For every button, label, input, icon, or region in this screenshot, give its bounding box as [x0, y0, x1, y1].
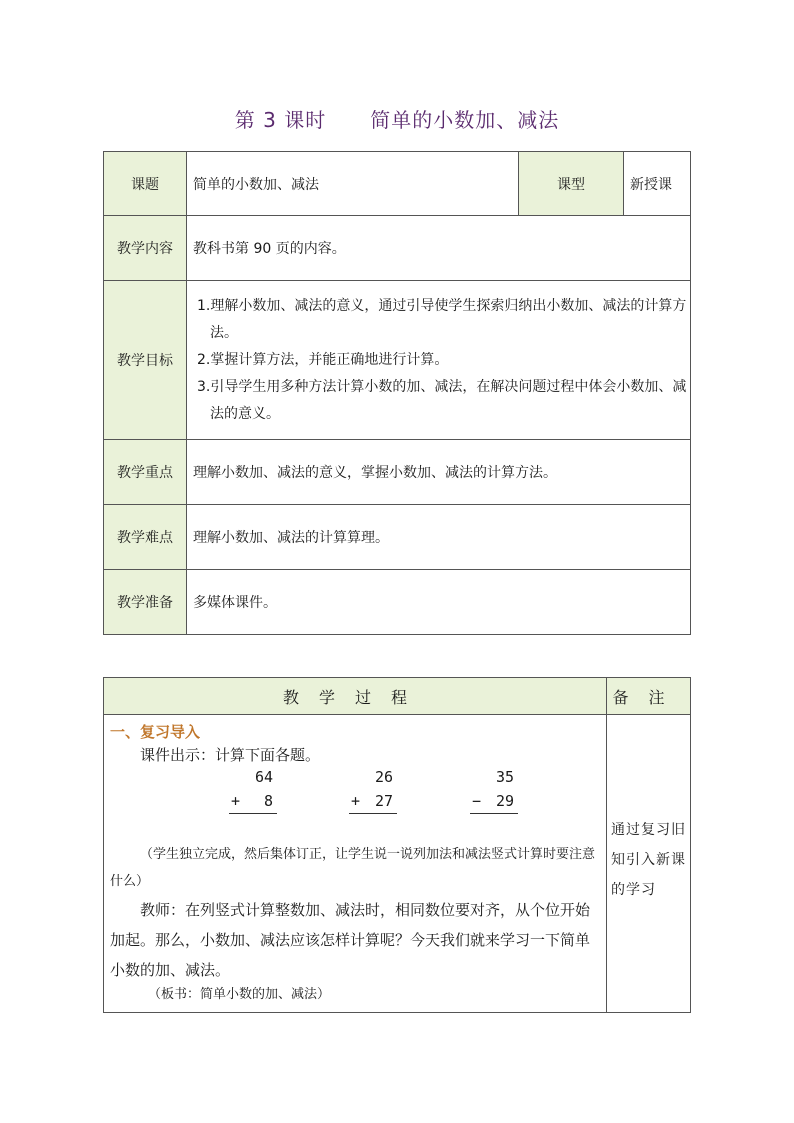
calc-bottom-number: 8 [263, 792, 273, 810]
subject-label: 课题 [104, 152, 187, 216]
calc-problem-1 [229, 765, 277, 814]
process-note: 通过复习旧知引入新课的学习 [611, 822, 686, 898]
calc-top-number: 35 [495, 768, 514, 786]
goals-label: 教学目标 [104, 281, 187, 440]
calc-top-number: 26 [374, 768, 393, 786]
goals-list [193, 293, 690, 428]
subject-row [104, 152, 691, 216]
key-point-row [104, 440, 691, 505]
process-body [104, 715, 607, 1013]
difficulty-label: 教学难点 [104, 505, 187, 570]
content-row [104, 216, 691, 281]
goal-item: 3.引导学生用多种方法计算小数的加、减法，在解决问题过程中体会小数加、减法的意义。 [197, 378, 687, 422]
type-value: 新授课 [624, 152, 691, 216]
content-value: 教科书第 90 页的内容。 [187, 216, 691, 281]
calc-bottom-number: 29 [495, 792, 514, 810]
key-point-label: 教学重点 [104, 440, 187, 505]
notes-cell [607, 715, 691, 1013]
intro-text: 课件出示：计算下面各题。 [140, 746, 321, 764]
calc-problem-3 [470, 765, 518, 814]
lesson-number: 第 3 课时 [234, 108, 327, 132]
calc-operator: + [351, 792, 361, 810]
page-title [0, 104, 794, 133]
difficulty-value: 理解小数加、减法的计算算理。 [187, 505, 691, 570]
difficulty-row [104, 505, 691, 570]
calc-bottom-number: 27 [374, 792, 393, 810]
type-label: 课型 [519, 152, 624, 216]
preparation-value: 多媒体课件。 [187, 570, 691, 635]
preparation-row [104, 570, 691, 635]
calc-operator: + [231, 792, 241, 810]
calculation-problems [110, 765, 600, 841]
subject-value: 简单的小数加、减法 [187, 152, 519, 216]
key-point-value: 理解小数加、减法的意义，掌握小数加、减法的计算方法。 [187, 440, 691, 505]
teacher-text: 教师：在列竖式计算整数加、减法时，相同数位要对齐，从个位开始加起。那么，小数加、减法应该怎样计算呢？今天我们就来学习一下简单小数的加、减法。 [110, 901, 591, 979]
board-writing: （板书：简单小数的加、减法） [148, 987, 331, 1002]
notes-header: 备注 [607, 678, 691, 715]
preparation-label: 教学准备 [104, 570, 187, 635]
goal-item: 2.掌握计算方法，并能正确地进行计算。 [197, 351, 449, 368]
teaching-process-table [103, 677, 691, 1013]
goals-cell [187, 281, 691, 440]
goal-item: 1.理解小数加、减法的意义，通过引导使学生探索归纳出小数加、减法的计算方法。 [197, 297, 687, 341]
calc-operator: − [472, 792, 482, 810]
process-header: 教学过程 [104, 678, 607, 715]
calc-top-number: 64 [254, 768, 273, 786]
student-activity-note: （学生独立完成，然后集体订正，让学生说一说列加法和减法竖式计算时要注意什么） [110, 847, 596, 889]
process-header-row [104, 678, 691, 715]
goals-row [104, 281, 691, 440]
process-body-row [104, 715, 691, 1013]
lesson-info-table [103, 151, 691, 635]
calc-problem-2 [349, 765, 397, 814]
content-label: 教学内容 [104, 216, 187, 281]
lesson-topic: 简单的小数加、减法 [370, 108, 560, 132]
section-heading: 一、复习导入 [110, 723, 201, 741]
